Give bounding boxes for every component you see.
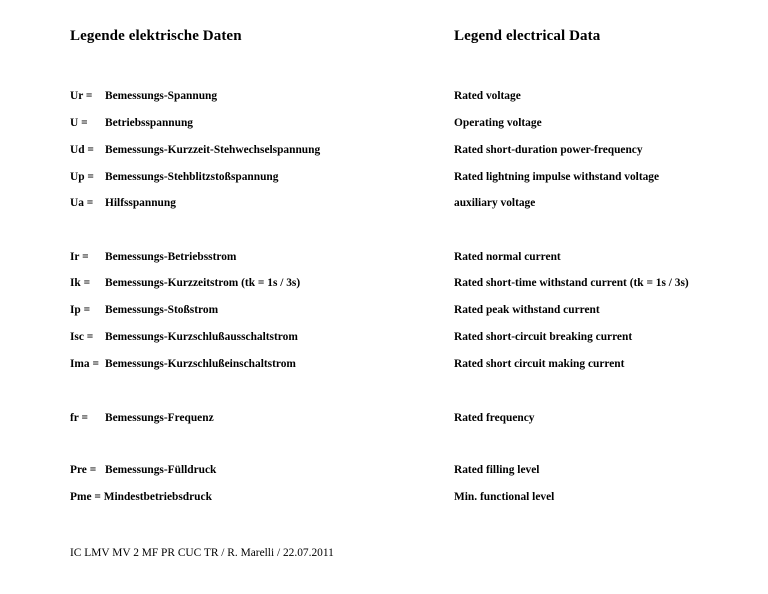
- legend-row-fr: [0, 410, 768, 426]
- english-legend-heading: Legend electrical Data: [454, 28, 601, 44]
- legend-symbol: Ur =: [70, 90, 93, 102]
- legend-symbol: Ik =: [70, 277, 91, 289]
- legend-symbol: Ima =: [70, 358, 99, 370]
- legend-symbol: Ir =: [70, 251, 89, 263]
- legend-english-term: Min. functional level: [454, 491, 555, 503]
- legend-symbol: Ua =: [70, 197, 94, 209]
- legend-german-term: Betriebsspannung: [105, 117, 193, 129]
- legend-english-term: Rated frequency: [454, 412, 535, 424]
- legend-english-term: Rated short-duration power-frequency: [454, 144, 643, 156]
- legend-german-term: Bemessungs-Stoßstrom: [105, 304, 219, 316]
- legend-english-term: Rated short-time withstand current (tk = 1s / 3s): [454, 277, 689, 289]
- german-legend-heading: Legende elektrische Daten: [70, 28, 242, 44]
- legend-english-term: Rated short circuit making current: [454, 358, 625, 370]
- legend-english-term: Rated normal current: [454, 251, 561, 263]
- legend-german-term: Bemessungs-Kurzzeitstrom (tk = 1s / 3s): [105, 277, 301, 289]
- legend-row-ua: [0, 195, 768, 211]
- legend-german-term: Bemessungs-Kurzschlußausschaltstrom: [105, 331, 298, 343]
- legend-row-isc: [0, 329, 768, 345]
- legend-symbol: U =: [70, 117, 88, 129]
- legend-row-up: [0, 169, 768, 185]
- legend-english-term: auxiliary voltage: [454, 197, 536, 209]
- legend-german-term: Bemessungs-Frequenz: [105, 412, 214, 424]
- legend-row-ik: [0, 275, 768, 291]
- legend-german-term: Bemessungs-Spannung: [105, 90, 218, 102]
- legend-german-term: Bemessungs-Fülldruck: [105, 464, 217, 476]
- legend-symbol: Up =: [70, 171, 94, 183]
- legend-english-term: Operating voltage: [454, 117, 542, 129]
- legend-row-ir: [0, 249, 768, 265]
- legend-row-ip: [0, 302, 768, 318]
- legend-symbol: Isc =: [70, 331, 94, 343]
- legend-symbol: Ud =: [70, 144, 94, 156]
- legend-row-pme: [0, 489, 768, 505]
- document-footer: IC LMV MV 2 MF PR CUC TR / R. Marelli / 22.07.2011: [70, 547, 334, 559]
- legend-row-u: [0, 115, 768, 131]
- legend-german-term: Bemessungs-Stehblitzstoßspannung: [105, 171, 279, 183]
- legend-english-term: Rated voltage: [454, 90, 521, 102]
- legend-german-term: Bemessungs-Kurzzeit-Stehwechselspannung: [105, 144, 321, 156]
- legend-german-term: Hilfsspannung: [105, 197, 176, 209]
- legend-row-pre: [0, 462, 768, 478]
- legend-symbol: Pme = Mindestbetriebsdruck: [70, 491, 212, 503]
- legend-english-term: Rated filling level: [454, 464, 540, 476]
- legend-symbol: Ip =: [70, 304, 91, 316]
- legend-symbol: fr =: [70, 412, 88, 424]
- legend-german-term: Bemessungs-Kurzschlußeinschaltstrom: [105, 358, 296, 370]
- legend-row-ud: [0, 142, 768, 158]
- legend-english-term: Rated lightning impulse withstand voltage: [454, 171, 660, 183]
- legend-english-term: Rated short-circuit breaking current: [454, 331, 633, 343]
- legend-german-term: Bemessungs-Betriebsstrom: [105, 251, 237, 263]
- legend-row-ur: [0, 88, 768, 104]
- legend-english-term: Rated peak withstand current: [454, 304, 600, 316]
- legend-row-ima: [0, 356, 768, 372]
- legend-symbol: Pre =: [70, 464, 97, 476]
